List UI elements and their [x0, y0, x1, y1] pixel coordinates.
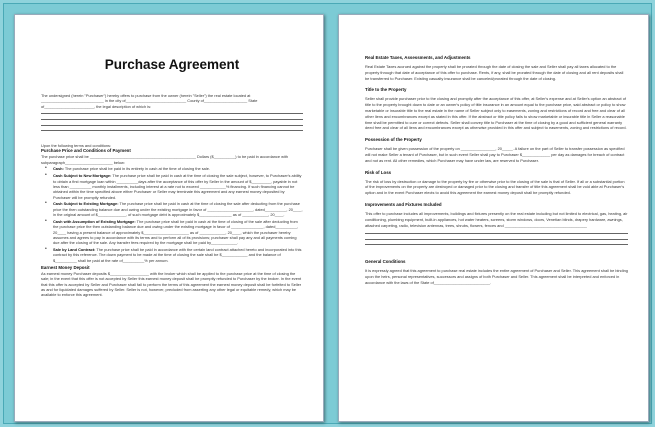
section-heading: Title to the Property — [365, 87, 407, 93]
payment-option-item — [41, 166, 303, 171]
intro-block — [41, 93, 303, 131]
document-page-1 — [14, 14, 324, 422]
document-page-2 — [338, 14, 649, 422]
price-paragraph: The purchase price shall be _________________________________________________ Dollars ($__________) to be paid in accordance with subparagraph______________________ below: — [41, 154, 289, 165]
option-text: The purchase price shall be paid in its entirety in cash at the time of closing the sale. — [64, 166, 210, 172]
blank-line — [365, 233, 628, 234]
option-label: Sale by Land Contract: — [53, 247, 96, 253]
blank-line — [41, 125, 303, 126]
blank-line — [41, 130, 303, 131]
section-text: Purchaser shall be given possession of the property on ________________, 20_____. A failure on the part of Seller to transfer possession as specified will not make Seller a tenant of Purchaser, but in such event Seller shall pay to Purchaser $_____________ per day as damages for breach of contract and not as rent. All other remedies, which Purchaser may have under law, are reserved to Purchaser. — [365, 146, 625, 163]
option-label: Cash Subject to Existing Mortgage: — [53, 201, 119, 207]
risk-section — [365, 170, 628, 196]
option-text: The purchase price shall be paid in cash at the time of closing the sale subject, however, to Purchaser's ability to obtain a first mortgage loan within __________days after the acceptance of this offer by Seller in the amount of $_________, payable in not less than __________ monthly installments, including interest at a rate not to exceed ____________% financing. If such financing cannot be obtained within the time specified above either Purchaser or Seller may terminate this agreement and any earnest money deposited by Purchaser will be promptly refunded. — [53, 173, 302, 200]
terms-block — [41, 143, 303, 297]
intro-paragraph: The undersigned (herein "Purchaser") hereby offers to purchase from the owner (herein "Seller") the real estate located at _____________________________ in the city of____________________________ County of____________________ State of_______________________, the legal description of which is: — [41, 93, 258, 109]
terms-intro: Upon the following terms and conditions: — [41, 143, 112, 148]
payment-option-item — [41, 201, 303, 217]
option-label: Cash: — [53, 166, 64, 172]
section-text: Seller shall provide purchaser prior to the closing and promptly after the acceptance of this offer, at Seller's expense and at Seller's option an abstract of title to the property brought down to date or an owner's policy of title insurance in an amount equal to the purchase price, said abstract or policy to show marketable or insurable title to the real estate in the name of Seller subject only to easements, zoning and restrictions of record and free and clear of all other liens and encumbrances except as stated in this offer. If the abstract or title policy fails to show marketable or insurable title in Seller a reasonable time shall be permitted to cure or correct defects. Seller shall convey title to Purchaser at the time of closing by a good and sufficient general warranty deed free and clear of all liens and encumbrances except as otherwise provided in this offer and subject to easements, zoning and restrictions of record. — [365, 96, 627, 131]
document-preview-frame — [3, 3, 652, 424]
section-heading: Possession of the Property — [365, 137, 422, 143]
option-text: The purchase price shall be paid in cash at the time of closing the sale after deducting from the purchase price the then outstanding balance due and owing under the existing mortgage in favor of _____________________, dated__________, 20____, in the original amount of $_____________, of such mortgage debt is approximately $_______________ as of ____________, 20____. — [53, 201, 303, 218]
payment-option-item — [41, 173, 303, 199]
section-text: It is expressly agreed that this agreement to purchase real estate includes the entire agreement of Purchaser and Seller. This agreement shall be binding upon the heirs, personal representatives, successors and assigns of both Purchaser and Seller. This agreement shall be interpreted and enforced in accordance with the laws of the State of__________________________. — [365, 268, 628, 285]
blank-line — [365, 239, 628, 240]
page-title: Purchase Agreement — [104, 57, 240, 72]
blank-line — [41, 113, 303, 114]
possession-section — [365, 137, 628, 163]
section-text: The risk of loss by destruction or damage to the property by fire or otherwise prior to the closing of the sale is that of Seller. If all or a substantial portion of the improvements on the property are destroyed or damaged prior to the closing and transfer of title this agreement shall be void able at Purchaser's option and in the event Purchaser elects to avoid this agreement the earnest money deposit shall be promptly refunded. — [365, 178, 625, 196]
price-heading: Purchase Price and Conditions of Payment — [41, 148, 131, 154]
section-text: This offer to purchase includes all improvements, buildings and fixtures presently on the real estate including but not limited to electrical, gas, heating, air conditioning, plumbing equipment, built-in appliances, hot water heaters, screens, storm windows, doors, Venetian blinds, drapery hardware, awnings, attached carpeting, radio, television antennas, trees, shrubs, flowers, fences and ______________________________________ — [365, 210, 628, 228]
general-section — [365, 259, 628, 285]
option-text: The purchase price shall be paid in accordance with the certain land contract attached hereto and incorporated into this contract by this reference. The down payment to be made at the time of closing the sale shall be $____________ and the balance of $__________ shall be paid at the rate of__________% per annum. — [53, 247, 302, 263]
blank-line — [41, 119, 303, 120]
payment-option-item — [41, 219, 303, 245]
section-heading: Risk of Loss — [365, 169, 392, 175]
earnest-paragraph: As earnest money Purchaser deposits $__________________ with the broker which shall be applied to the purchase price at the time of closing the sale; in the event that this offer is not accepted by Seller this earnest money deposit shall be promptly refunded to Purchaser by the broker. In the event that this offer is accepted by Seller and Purchaser shall fail to perform the terms of this agreement the earnest money deposit shall be forfeited to Seller as and for liquidated damages suffered by Seller. Seller is not, however, precluded from asserting any other legal or equitable remedy, which may be available to enforce this agreement. — [41, 270, 302, 298]
taxes-section — [365, 55, 628, 81]
section-text: Real Estate Taxes accrued against the property shall be prorated through the date of closing the sale and Seller shall pay all taxes allocated to the property through that date of acceptance of this offer to purchase. Rents, if any, shall be prorated through the date of closing and all rent deposits shall be transferred to Purchaser. Existing casualty insurance shall be canceled/prorated through the date of closing. — [365, 64, 624, 81]
blank-line — [365, 244, 628, 245]
payment-option-item — [41, 247, 303, 263]
section-heading: Improvements and Fixtures Included — [365, 201, 442, 207]
earnest-heading: Earnest Money Deposit — [41, 264, 90, 270]
option-text: The purchase price shall be paid in cash at the time of closing of the sale after deducting from the purchase price the then outstanding balance due and owing under the existing mortgage in favor of _______________, dated__________, 20____ having a present balance of approximately $_____________________ as of ____________, 20____, which the purchaser hereby assumes and agrees to pay in accordance with its terms and to perform all of its provisions; purchaser shall pay any and all payments coming due after the closing of the sale. Any transfer fees required by the mortgage shall be paid by____________. — [53, 218, 299, 246]
section-heading: General Conditions — [365, 259, 406, 265]
title-section — [365, 87, 628, 131]
option-label: Cash Subject to New Mortgage: — [53, 173, 112, 179]
section-heading: Real Estate Taxes, Assessments, and Adjustments — [365, 55, 471, 60]
option-label: Cash with Assumption of Existing Mortgage: — [53, 218, 136, 224]
improvements-section — [365, 202, 628, 245]
